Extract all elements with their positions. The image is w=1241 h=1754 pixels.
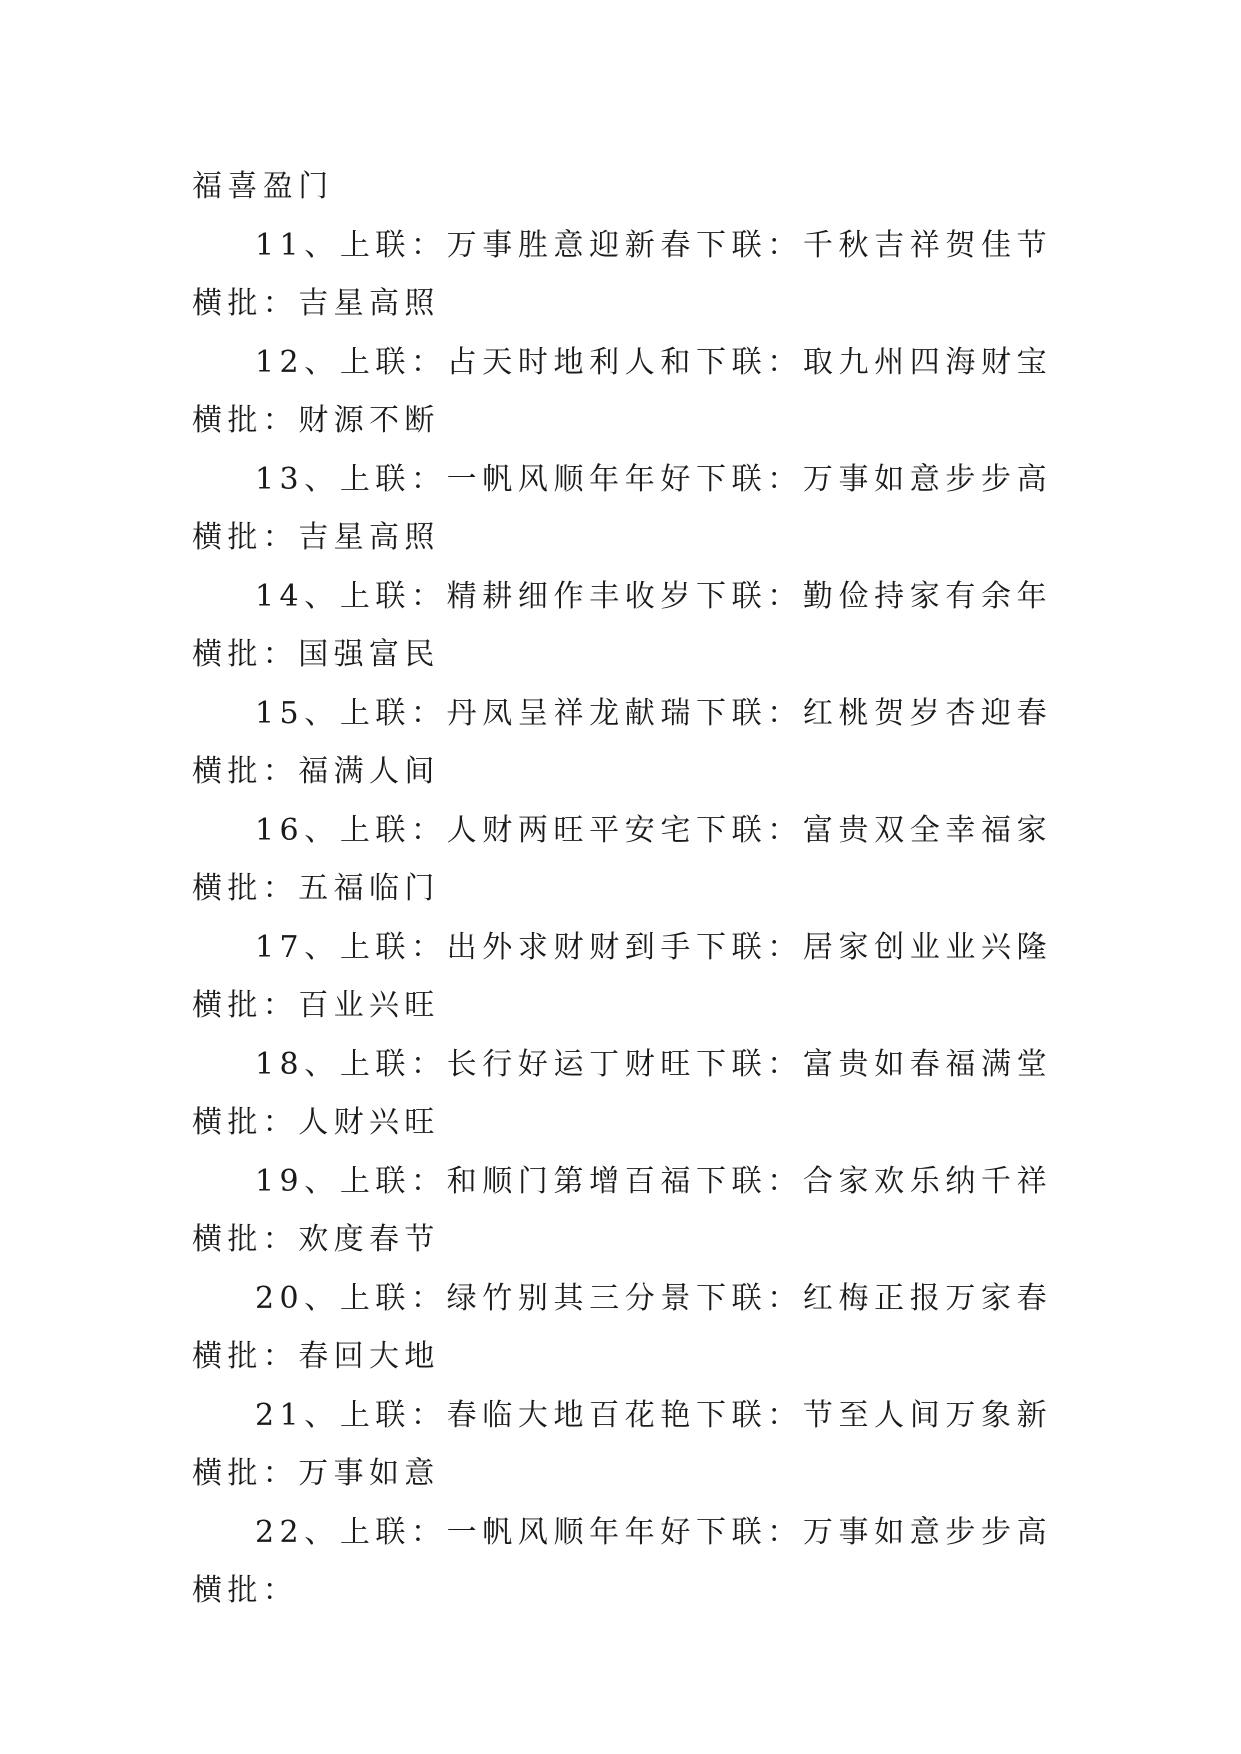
couplet-entry-19: 19、上联：和顺门第增百福下联：合家欢乐纳千祥横批：欢度春节	[192, 1163, 1052, 1257]
couplet-entry-17: 17、上联：出外求财财到手下联：居家创业业兴隆横批：百业兴旺	[192, 929, 1052, 1023]
couplet-entry-21: 21、上联：春临大地百花艳下联：节至人间万象新横批：万事如意	[192, 1397, 1052, 1491]
couplet-entry-16: 16、上联：人财两旺平安宅下联：富贵双全幸福家横批：五福临门	[192, 812, 1052, 906]
couplet-entry-14: 14、上联：精耕细作丰收岁下联：勤俭持家有余年横批：国强富民	[192, 578, 1052, 672]
couplet-entry-22: 22、上联：一帆风顺年年好下联：万事如意步步高横批：	[192, 1514, 1052, 1608]
couplet-entry-11: 11、上联：万事胜意迎新春下联：千秋吉祥贺佳节横批：吉星高照	[192, 227, 1052, 321]
couplet-entry-18: 18、上联：长行好运丁财旺下联：富贵如春福满堂横批：人财兴旺	[192, 1046, 1052, 1140]
document-body	[192, 158, 1052, 1621]
couplet-entry-20: 20、上联：绿竹别其三分景下联：红梅正报万家春横批：春回大地	[192, 1280, 1052, 1374]
continued-paragraph: 福喜盈门	[192, 169, 334, 204]
couplet-entry-13: 13、上联：一帆风顺年年好下联：万事如意步步高横批：吉星高照	[192, 461, 1052, 555]
couplet-entry-15: 15、上联：丹凤呈祥龙献瑞下联：红桃贺岁杏迎春横批：福满人间	[192, 695, 1052, 789]
couplet-entry-12: 12、上联：占天时地利人和下联：取九州四海财宝横批：财源不断	[192, 344, 1052, 438]
